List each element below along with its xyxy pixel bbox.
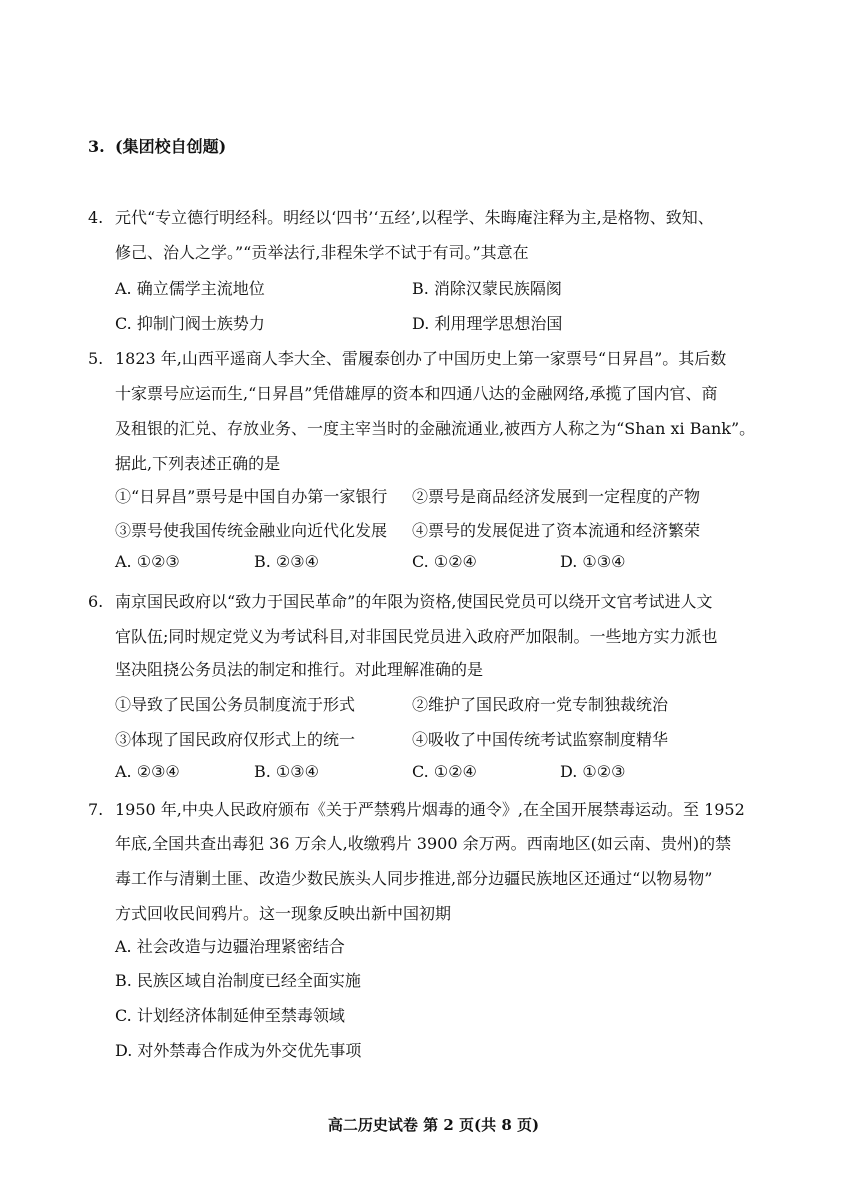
question-7-stem-line-1: 7. 1950 年,中央人民政府颁布《关于严禁鸦片烟毒的通令》,在全国开展禁毒运动。至 1952 xyxy=(88,800,745,819)
question-number: 5. xyxy=(88,349,104,368)
question-6-statement-1: ①导致了民国公务员制度流于形式 xyxy=(115,695,356,714)
question-5-statement-1: ①“日昇昌”票号是中国自办第一家银行 xyxy=(115,487,388,506)
question-5-statement-2: ②票号是商品经济发展到一定程度的产物 xyxy=(412,487,701,506)
page-footer: 高二历史试卷 第 2 页(共 8 页) xyxy=(327,1116,540,1134)
question-5-stem-line-2: 十家票号应运而生,“日昇昌”凭借雄厚的资本和四通八达的金融网络,承揽了国内官、商 xyxy=(115,384,718,403)
question-4-option-d: D. 利用理学思想治国 xyxy=(412,314,563,333)
question-5-option-c: C. ①②④ xyxy=(412,552,477,571)
question-7-stem-line-4: 方式回收民间鸦片。这一现象反映出新中国初期 xyxy=(115,904,452,923)
question-5-option-a: A. ①②③ xyxy=(115,552,180,571)
question-6-option-d: D. ①②③ xyxy=(560,762,626,781)
question-4-option-b: B. 消除汉蒙民族隔阂 xyxy=(412,279,562,298)
question-7-stem-line-2: 年底,全国共查出毒犯 36 万余人,收缴鸦片 3900 余万两。西南地区(如云南、贵州)的禁 xyxy=(115,834,732,853)
question-5-option-d: D. ①③④ xyxy=(560,552,626,571)
question-7-option-c: C. 计划经济体制延伸至禁毒领域 xyxy=(115,1006,345,1025)
question-6-statement-3: ③体现了国民政府仅形式上的统一 xyxy=(115,730,356,749)
question-4-option-c: C. 抑制门阀士族势力 xyxy=(115,314,265,333)
question-6-stem-line-2: 官队伍;同时规定党义为考试科目,对非国民党员进入政府严加限制。一些地方实力派也 xyxy=(115,627,718,646)
question-number: 7. xyxy=(88,800,104,819)
question-7-option-a: A. 社会改造与边疆治理紧密结合 xyxy=(115,937,345,956)
question-5-stem-line-3: 及租银的汇兑、存放业务、一度主宰当时的金融流通业,被西方人称之为“Shan xi Bank”。 xyxy=(115,419,756,438)
question-6-option-b: B. ①③④ xyxy=(254,762,319,781)
question-5-statement-3: ③票号使我国传统金融业向近代化发展 xyxy=(115,521,388,540)
question-number: 3. xyxy=(88,137,105,156)
question-4-stem-line-1: 4. 元代“专立德行明经科。明经以‘四书’‘五经’,以程学、朱晦庵注释为主,是格物、致知、 xyxy=(88,208,714,227)
question-6-statement-4: ④吸收了中国传统考试监察制度精华 xyxy=(412,730,669,749)
question-6-stem-line-3: 坚决阻挠公务员法的制定和推行。对此理解准确的是 xyxy=(115,660,484,679)
question-6-statement-2: ②维护了国民政府一党专制独裁统治 xyxy=(412,695,669,714)
question-6-stem-line-1: 6. 南京国民政府以“致力于国民革命”的年限为资格,使国民党员可以绕开文官考试进人文 xyxy=(88,592,713,611)
question-5-statement-4: ④票号的发展促进了资本流通和经济繁荣 xyxy=(412,521,701,540)
question-3 xyxy=(88,134,226,157)
question-5-stem-line-4: 据此,下列表述正确的是 xyxy=(115,454,281,473)
question-7-option-b: B. 民族区域自治制度已经全面实施 xyxy=(115,971,361,990)
question-4-stem-line-2: 修己、治人之学。”“贡举法行,非程朱学不试于有司。”其意在 xyxy=(115,243,529,262)
question-7-option-d: D. 对外禁毒合作成为外交优先事项 xyxy=(115,1041,362,1060)
question-7-stem-line-3: 毒工作与清剿土匪、改造少数民族头人同步推进,部分边疆民族地区还通过“以物易物” xyxy=(115,869,713,888)
question-text: (集团校自创题) xyxy=(115,137,227,156)
question-number: 6. xyxy=(88,592,104,611)
question-5-stem-line-1: 5. 1823 年,山西平遥商人李大全、雷履泰创办了中国历史上第一家票号“日昇昌”。其后数 xyxy=(88,349,727,368)
question-4-option-a: A. 确立儒学主流地位 xyxy=(115,279,265,298)
question-6-option-c: C. ①②④ xyxy=(412,762,477,781)
question-6-option-a: A. ②③④ xyxy=(115,762,180,781)
question-5-option-b: B. ②③④ xyxy=(254,552,319,571)
question-number: 4. xyxy=(88,208,104,227)
